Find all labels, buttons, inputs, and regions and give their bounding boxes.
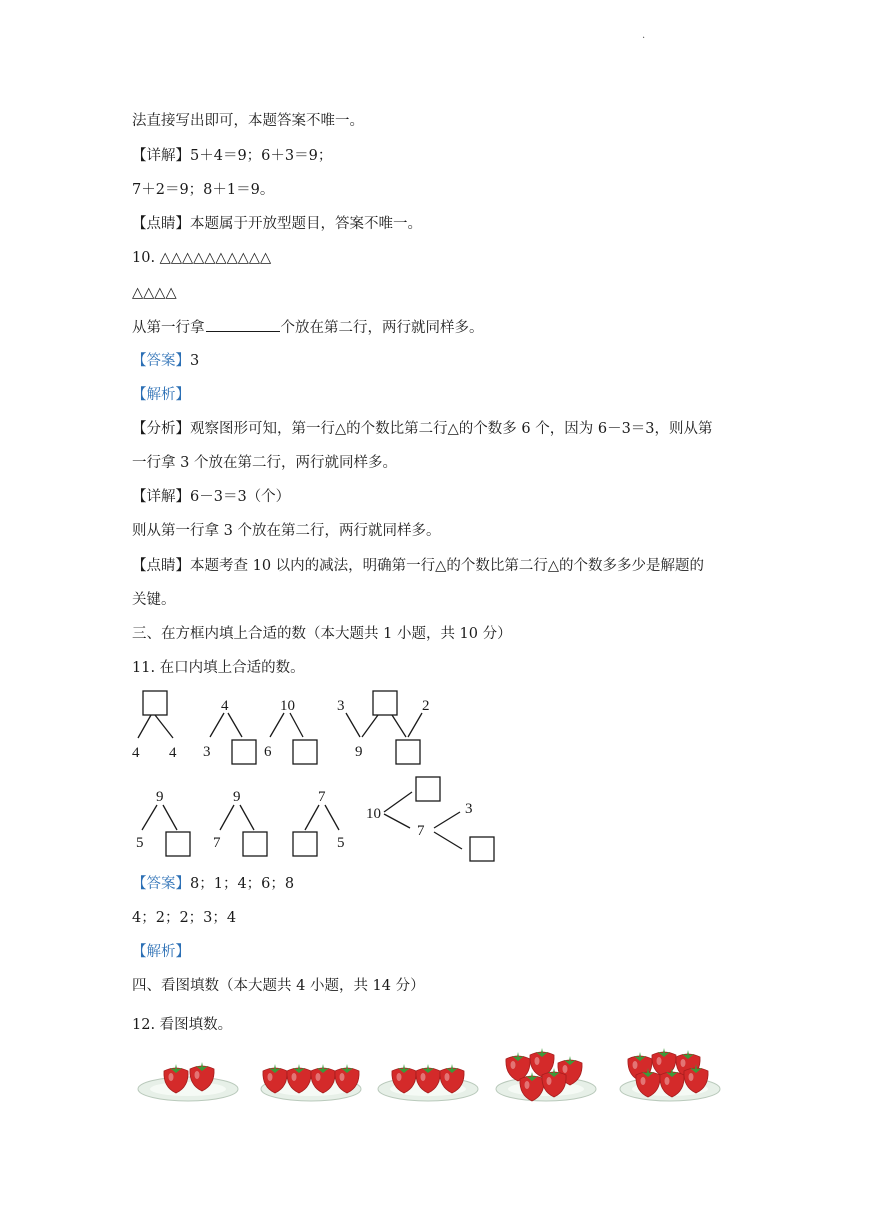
diagram-number: 9 <box>156 789 164 805</box>
text-line: 一行拿 3 个放在第二行，两行就同样多。 <box>132 455 397 471</box>
strawberry-highlight <box>268 1073 273 1081</box>
analysis-tag: 【解析】 <box>132 944 190 960</box>
diagram-number: 7 <box>417 823 425 839</box>
answer-line-2: 4；2；2；3；4 <box>132 910 237 926</box>
strawberry-highlight <box>525 1081 530 1089</box>
page-mark: . <box>642 30 646 41</box>
strawberry-highlight <box>421 1073 426 1081</box>
text-line: 【详解】6－3＝3（个） <box>132 489 291 505</box>
text-line: 【详解】5＋4＝9；6＋3＝9； <box>132 148 333 164</box>
text-line: 【点睛】本题属于开放型题目，答案不唯一。 <box>132 216 422 232</box>
diagram-number: 3 <box>203 744 211 760</box>
text-line: 则从第一行拿 3 个放在第二行，两行就同样多。 <box>132 523 441 539</box>
strawberry-highlight <box>511 1061 516 1069</box>
plate-center <box>150 1082 226 1096</box>
section-heading: 三、在方框内填上合适的数（本大题共 1 小题，共 10 分） <box>132 626 512 642</box>
strawberry-highlight <box>292 1073 297 1081</box>
question-12: 12. 看图填数。 <box>132 1017 233 1033</box>
answer-value: 3 <box>190 353 200 369</box>
strawberry-highlight <box>397 1073 402 1081</box>
plate-group <box>620 1048 720 1101</box>
strawberry-highlight <box>657 1057 662 1065</box>
plate-group <box>378 1064 478 1101</box>
diagram-number: 3 <box>337 698 345 714</box>
diagram-number: 4 <box>221 698 229 714</box>
plate-group <box>261 1064 361 1101</box>
question-10: 10. △△△△△△△△△△ <box>132 250 272 266</box>
strawberry-highlight <box>316 1073 321 1081</box>
strawberry-highlight <box>633 1061 638 1069</box>
question-11: 11. 在口内填上合适的数。 <box>132 660 305 676</box>
strawberry-highlight <box>681 1059 686 1067</box>
strawberry-highlight <box>689 1073 694 1081</box>
diagram-number: 7 <box>318 789 326 805</box>
diagram-number: 3 <box>465 801 473 817</box>
triangle-row-2: △△△△ <box>132 285 177 301</box>
strawberry-highlight <box>563 1065 568 1073</box>
diagram-number: 6 <box>264 744 272 760</box>
plate-group <box>138 1062 238 1101</box>
text-line: 【点睛】本题考查 10 以内的减法，明确第一行△的个数比第二行△的个数多多少是解题的 <box>132 558 704 574</box>
diagram-number: 10 <box>280 698 295 714</box>
diagram-number: 4 <box>169 745 177 761</box>
diagram-number: 9 <box>355 744 363 760</box>
diagram-number: 10 <box>366 806 381 822</box>
strawberry-highlight <box>547 1077 552 1085</box>
diagram-number: 5 <box>136 835 144 851</box>
diagram-number: 9 <box>233 789 241 805</box>
analysis-tag: 【解析】 <box>132 387 190 403</box>
section-heading: 四、看图填数（本大题共 4 小题，共 14 分） <box>132 978 425 994</box>
strawberry-highlight <box>535 1057 540 1065</box>
strawberry-highlight <box>195 1071 200 1079</box>
prompt-after: 个放在第二行，两行就同样多。 <box>280 320 484 336</box>
diagram-number: 7 <box>213 835 221 851</box>
text-line: 【分析】观察图形可知，第一行△的个数比第二行△的个数多 6 个，因为 6－3＝3，则从第 <box>132 421 713 437</box>
diagram-number: 2 <box>422 698 430 714</box>
text-line: 7＋2＝9；8＋1＝9。 <box>132 182 275 198</box>
plate-group <box>496 1048 596 1101</box>
diagram-number: 4 <box>132 745 140 761</box>
text-line: 关键。 <box>132 592 176 608</box>
diagram-number: 5 <box>337 835 345 851</box>
strawberry-highlight <box>665 1077 670 1085</box>
answer-tag: 【答案】 <box>132 876 190 892</box>
answer-tag: 【答案】 <box>132 353 190 369</box>
text-line: 法直接写出即可，本题答案不唯一。 <box>132 113 364 129</box>
prompt-before: 从第一行拿 <box>132 320 205 336</box>
strawberry-highlight <box>340 1073 345 1081</box>
strawberry-highlight <box>445 1073 450 1081</box>
answer-value: 8；1；4；6；8 <box>190 876 295 892</box>
strawberry-highlight <box>641 1077 646 1085</box>
strawberry-highlight <box>169 1073 174 1081</box>
